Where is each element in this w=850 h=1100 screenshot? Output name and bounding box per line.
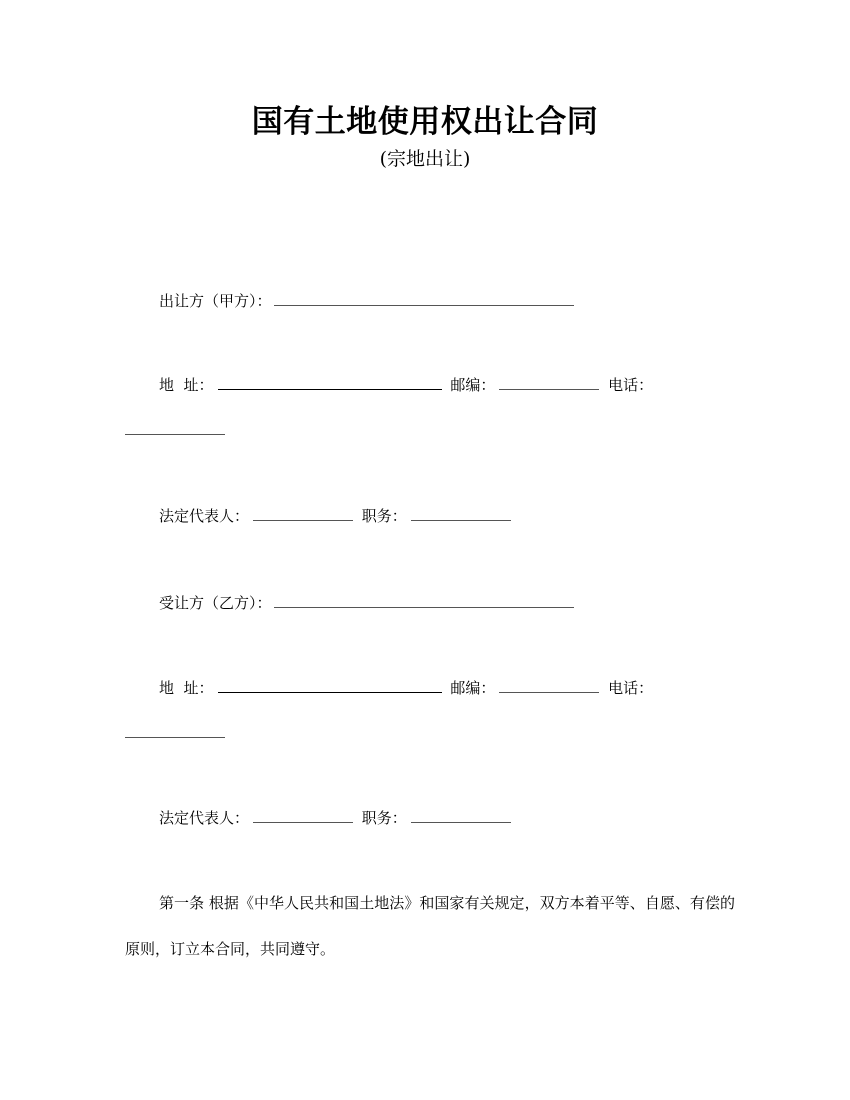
transferor-postcode-blank[interactable]: [499, 388, 599, 390]
transferor-rep-blank[interactable]: [253, 519, 353, 521]
transferee-position-label: 职务：: [361, 809, 407, 827]
transferor-rep-line: [159, 505, 515, 527]
article-1-paragraph: 第一条 根据《中华人民共和国土地法》和国家有关规定，双方本着平等、自愿、有偿的原则，订立本合同，共同遵守。: [125, 894, 735, 958]
transferor-rep-label: 法定代表人：: [159, 507, 250, 525]
transferor-phone-blank[interactable]: [125, 434, 225, 435]
transferee-phone-label: 电话：: [608, 679, 654, 697]
transferee-rep-line: [159, 807, 515, 829]
transferor-name-blank[interactable]: [274, 304, 574, 306]
transferee-label: 受让方（乙方）：: [159, 594, 272, 612]
transferee-address-blank[interactable]: [218, 691, 442, 693]
transferor-line: [159, 290, 578, 312]
transferor-postcode-label: 邮编：: [450, 376, 496, 394]
transferee-postcode-blank[interactable]: [499, 691, 599, 693]
transferor-position-blank[interactable]: [411, 519, 511, 521]
transferee-postcode-label: 邮编：: [450, 679, 496, 697]
transferor-label: 出让方（甲方）：: [159, 292, 272, 310]
transferor-address-line: [159, 374, 653, 396]
document-title: 国有土地使用权出让合同: [251, 104, 599, 140]
transferor-address-blank[interactable]: [218, 388, 442, 390]
document-subtitle: (宗地出让): [379, 148, 471, 170]
transferee-line: [159, 592, 578, 614]
transferor-address-label: 地 址：: [159, 376, 214, 394]
transferee-position-blank[interactable]: [411, 821, 511, 823]
transferor-phone-label: 电话：: [608, 376, 654, 394]
transferor-position-label: 职务：: [361, 507, 407, 525]
transferee-rep-label: 法定代表人：: [159, 809, 250, 827]
transferee-phone-blank[interactable]: [125, 737, 225, 738]
transferee-address-line: [159, 677, 653, 699]
transferee-rep-blank[interactable]: [253, 821, 353, 823]
transferee-address-label: 地 址：: [159, 679, 214, 697]
transferee-name-blank[interactable]: [274, 606, 574, 608]
